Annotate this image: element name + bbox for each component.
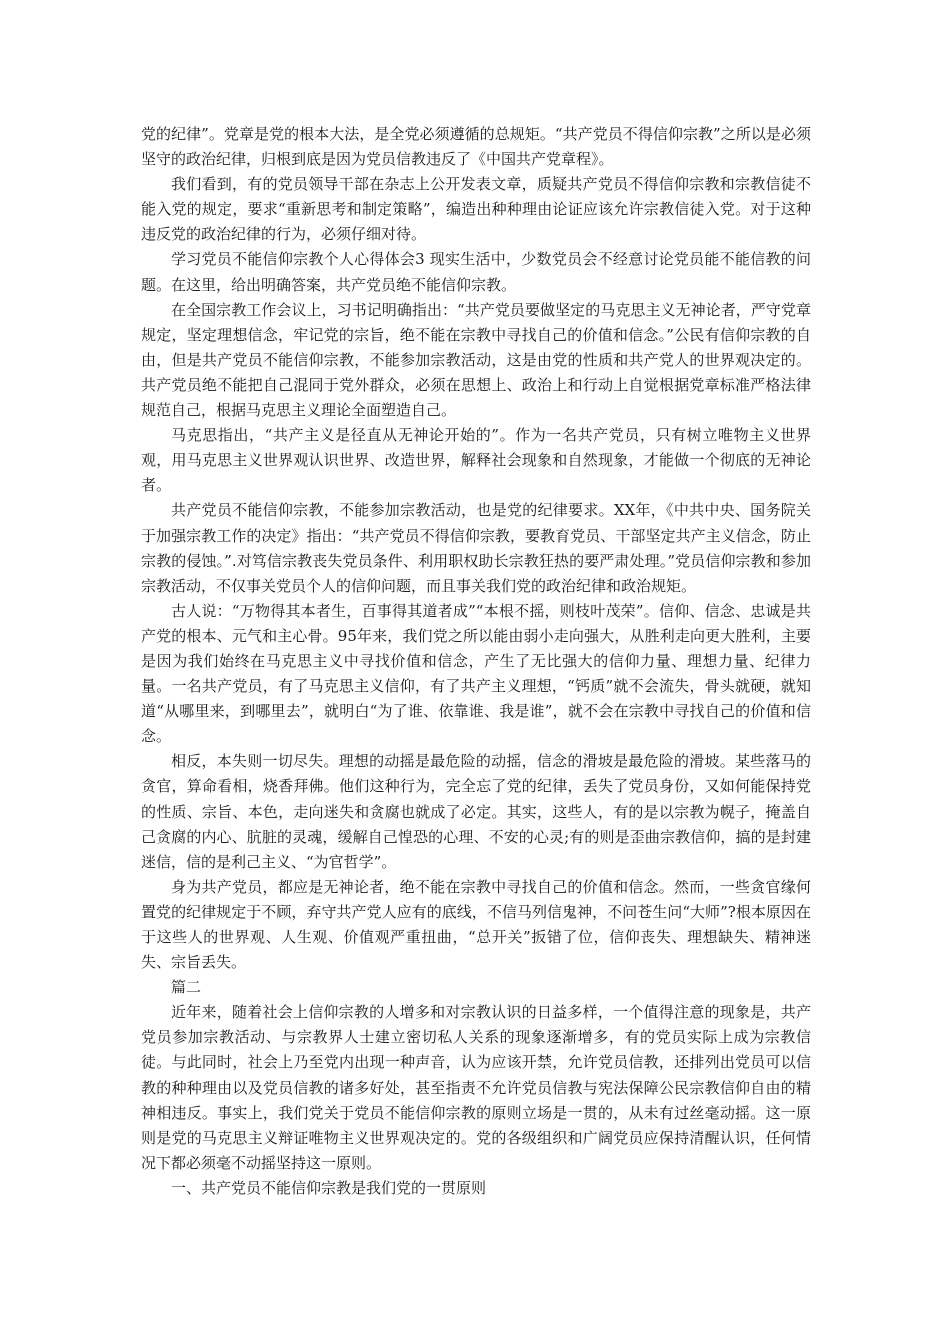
section-heading-part-two: 篇二 bbox=[171, 978, 202, 997]
paragraph-recent-trends: 近年来，随着社会上信仰宗教的人增多和对宗教认识的日益多样，一个值得注意的现象是，共产党员参加宗教活动、与宗教界人士建立密切私人关系的现象逐渐增多，有的党员实际上成为宗教信徒。与此同时，社会上乃至党内出现一种声音，认为应该开禁，允许党员信教，还排列出党员可以信教的种种理由以及党员信教的诸多好处，甚至指责不允许党员信教与宪法保障公民宗教信仰自由的精神相违反。事实上，我们党关于党员不能信仰宗教的原则立场是一贯的，从未有过丝毫动摇。这一原则是党的马克思主义辩证唯物主义世界观决定的。党的各级组织和广阔党员应保持清醒认识，任何情况下都必须毫不动摇坚持这一原则。 bbox=[141, 1003, 811, 1172]
paragraph-study-insight-3: 学习党员不能信仰宗教个人心得体会3 现实生活中，少数党员会不经意讨论党员能不能信教的问题。在这里，给出明确答案，共产党员绝不能信仰宗教。 bbox=[141, 250, 811, 294]
paragraph-questioning-cadres: 我们看到，有的党员领导干部在杂志上公开发表文章，质疑共产党员不得信仰宗教和宗教信徒不能入党的规定，要求“重新思考和制定策略”，编造出种种理由论证应该允许宗教信徒入党。对于这种违反党的政治纪律的行为，必须仔细对待。 bbox=[141, 175, 811, 244]
paragraph-party-discipline: 党的纪律”。党章是党的根本大法，是全党必须遵循的总规矩。“共产党员不得信仰宗教”之所以是必须坚守的政治纪律，归根到底是因为党员信教违反了《中国共产党章程》。 bbox=[141, 125, 811, 169]
paragraph-discipline-requirement: 共产党员不能信仰宗教，不能参加宗教活动，也是党的纪律要求。XX年，《中共中央、国务院关于加强宗教工作的决定》指出：“共产党员不得信仰宗教，要教育党员、干部坚定共产主义信念，防止宗教的侵蚀。”.对笃信宗教丧失党员条件、利用职权助长宗教狂热的要严肃处理。”党员信仰宗教和参加宗教活动，不仅事关党员个人的信仰问题，而且事关我们党的政治纪律和政治规矩。 bbox=[141, 501, 811, 595]
document-body bbox=[141, 122, 811, 1201]
paragraph-ancient-saying: 古人说：“万物得其本者生，百事得其道者成”“本根不摇，则枝叶茂荣”。信仰、信念、忠诚是共产党的根本、元气和主心骨。95年来，我们党之所以能由弱小走向强大，从胜利走向更大胜利，主要是因为我们始终在马克思主义中寻找价值和信念，产生了无比强大的信仰力量、理想力量、纪律力量。一名共产党员，有了马克思主义信仰，有了共产主义理想，“钙质”就不会流失，骨头就硬，就知道“从哪里来，到哪里去”，就明白“为了谁、依靠谁、我是谁”，就不会在宗教中寻找自己的价值和信念。 bbox=[141, 601, 811, 746]
paragraph-atheist-duty: 身为共产党员，都应是无神论者，绝不能在宗教中寻找自己的价值和信念。然而，一些贪官缘何置党的纪律规定于不顾，弃守共产党人应有的底线，不信马列信鬼神，不问苍生问“大师”?根本原因在于这些人的世界观、人生观、价值观严重扭曲，“总开关”扳错了位，信仰丧失、理想缺失、精神迷失、宗旨丢失。 bbox=[141, 877, 811, 972]
paragraph-national-religious-conference: 在全国宗教工作会议上，习书记明确指出：“共产党员要做坚定的马克思主义无神论者，严守党章规定，坚定理想信念，牢记党的宗旨，绝不能在宗教中寻找自己的价值和信念。”公民有信仰宗教的自由，但是共产党员不能信仰宗教，不能参加宗教活动，这是由党的性质和共产党人的世界观决定的。共产党员绝不能把自己混同于党外群众，必须在思想上、政治上和行动上自觉根据党章标准严格法律规范自己，根据马克思主义理论全面塑造自己。 bbox=[141, 300, 811, 420]
section-heading-principle-one: 一、共产党员不能信仰宗教是我们党的一贯原则 bbox=[171, 1178, 487, 1197]
paragraph-corrupt-officials: 相反，本失则一切尽失。理想的动摇是最危险的动摇，信念的滑坡是最危险的滑坡。某些落马的贪官，算命看相，烧香拜佛。他们这种行为，完全忘了党的纪律，丢失了党员身份，又如何能保持党的性质、宗旨、本色，走向迷失和贪腐也就成了必定。其实，这些人，有的是以宗教为幌子，掩盖自己贪腐的内心、肮脏的灵魂，缓解自己惶恐的心理、不安的心灵;有的则是歪曲宗教信仰，搞的是封建迷信，信的是利己主义、“为官哲学”。 bbox=[141, 752, 811, 871]
paragraph-marx-atheism: 马克思指出，“共产主义是径直从无神论开始的”。作为一名共产党员，只有树立唯物主义世界观，用马克思主义世界观认识世界、改造世界，解释社会现象和自然现象，才能做一个彻底的无神论者。 bbox=[141, 426, 811, 495]
